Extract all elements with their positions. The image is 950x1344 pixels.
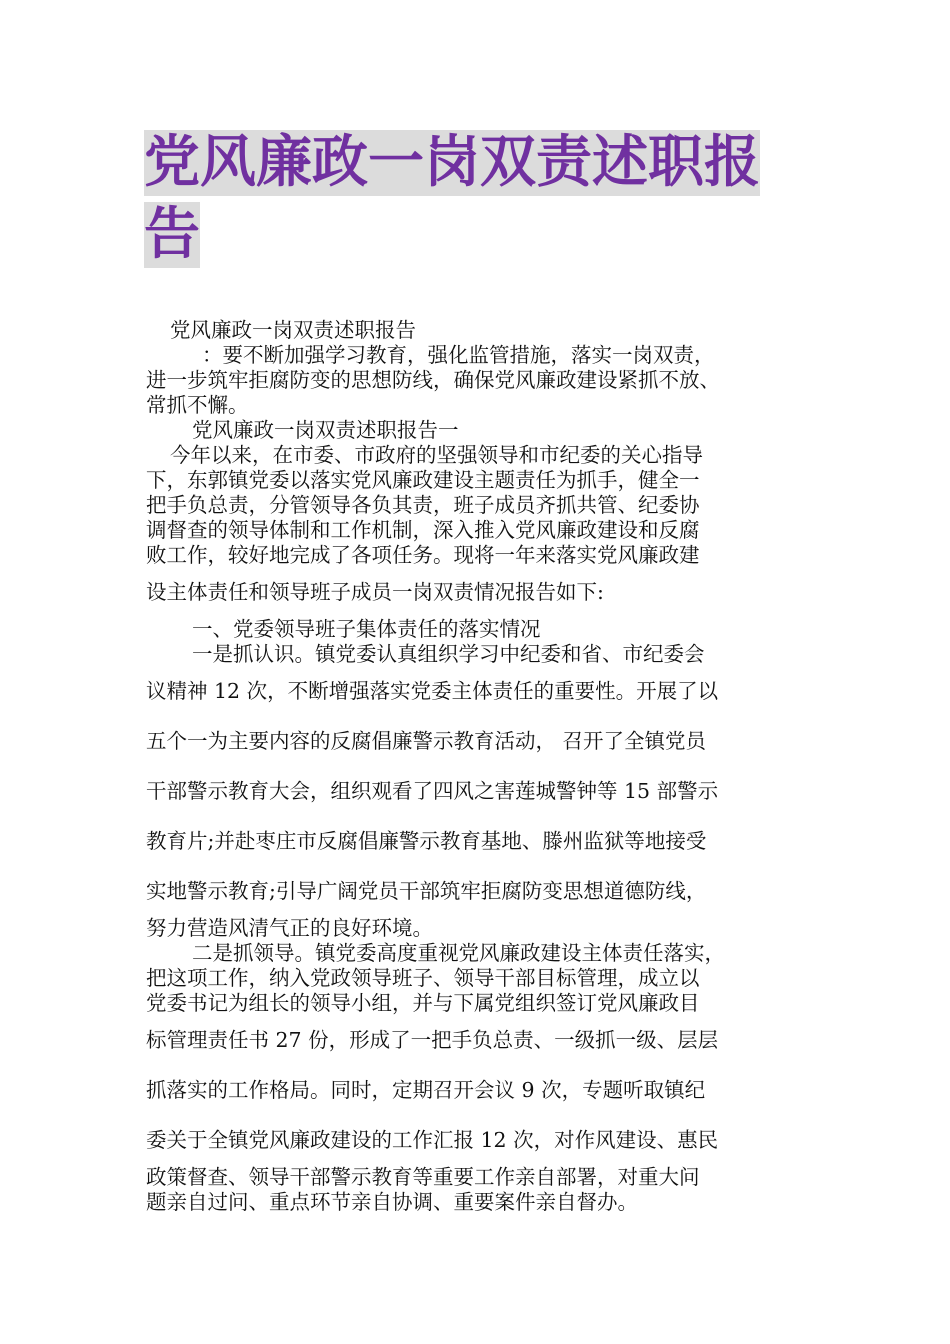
section-heading: 一、党委领导班子集体责任的落实情况: [192, 617, 541, 641]
text-line: 议精神 12 次，不断增强落实党委主体责任的重要性。开展了以: [146, 679, 719, 703]
text-line: 一是抓认识。镇党委认真组织学习中纪委和省、市纪委会: [192, 642, 705, 666]
text-line: 抓落实的工作格局。同时，定期召开会议 9 次，专题听取镇纪: [146, 1078, 706, 1102]
text-line: 委关于全镇党风廉政建设的工作汇报 12 次，对作风建设、惠民: [146, 1128, 719, 1152]
text-line: 进一步筑牢拒腐防变的思想防线，确保党风廉政建设紧抓不放、: [146, 368, 720, 392]
title-line-1: 党风廉政一岗双责述职报: [144, 130, 760, 195]
text-line: ：要不断加强学习教育，强化监管措施，落实一岗双责，: [202, 343, 715, 367]
paragraph-subtitle: 党风廉政一岗双责述职报告: [170, 318, 416, 342]
text-line: 干部警示教育大会，组织观看了四风之害莲城警钟等 15 部警示: [146, 779, 719, 803]
paragraph-intro: [146, 443, 808, 617]
text-line: 努力营造风清气正的良好环境。: [146, 916, 433, 940]
text-line: 调督查的领导体制和工作机制，深入推入党风廉政建设和反腐: [146, 518, 700, 542]
text-line: 题亲自过问、重点环节亲自协调、重要案件亲自督办。: [146, 1190, 638, 1214]
text-line: 五个一为主要内容的反腐倡廉警示教育活动， 召开了全镇党员: [146, 729, 707, 753]
text-line: 把手负总责，分管领导各负其责，班子成员齐抓共管、纪委协: [146, 493, 700, 517]
text-line: 下，东郭镇党委以落实党风廉政建设主题责任为抓手，健全一: [146, 468, 700, 492]
document-body: [146, 318, 808, 1215]
text-line: 把这项工作，纳入党政领导班子、领导干部目标管理，成立以: [146, 966, 700, 990]
paragraph-report-heading: 党风廉政一岗双责述职报告一: [192, 418, 459, 442]
text-line: 党委书记为组长的领导小组，并与下属党组织签订党风廉政目: [146, 991, 700, 1015]
paragraph-awareness: [146, 642, 808, 941]
document-title: [144, 130, 814, 274]
text-line: 设主体责任和领导班子成员一岗双责情况报告如下:: [146, 580, 604, 604]
text-line: 政策督查、领导干部警示教育等重要工作亲自部署，对重大问: [146, 1165, 700, 1189]
text-line: 实地警示教育;引导广阔党员干部筑牢拒腐防变思想道德防线，: [146, 879, 707, 903]
text-line: 教育片;并赴枣庄市反腐倡廉警示教育基地、滕州监狱等地接受: [146, 829, 707, 853]
title-line-2: 告: [144, 202, 200, 267]
text-line: 败工作，较好地完成了各项任务。现将一年来落实党风廉政建: [146, 543, 700, 567]
text-line: 常抓不懈。: [146, 393, 249, 417]
text-line: 标管理责任书 27 份，形成了一把手负总责、一级抓一级、层层: [146, 1028, 719, 1052]
paragraph-leadership: [146, 941, 808, 1215]
text-line: 今年以来，在市委、市政府的坚强领导和市纪委的关心指导: [170, 443, 703, 467]
paragraph-summary: [146, 343, 808, 418]
text-line: 二是抓领导。镇党委高度重视党风廉政建设主体责任落实，: [192, 941, 725, 965]
